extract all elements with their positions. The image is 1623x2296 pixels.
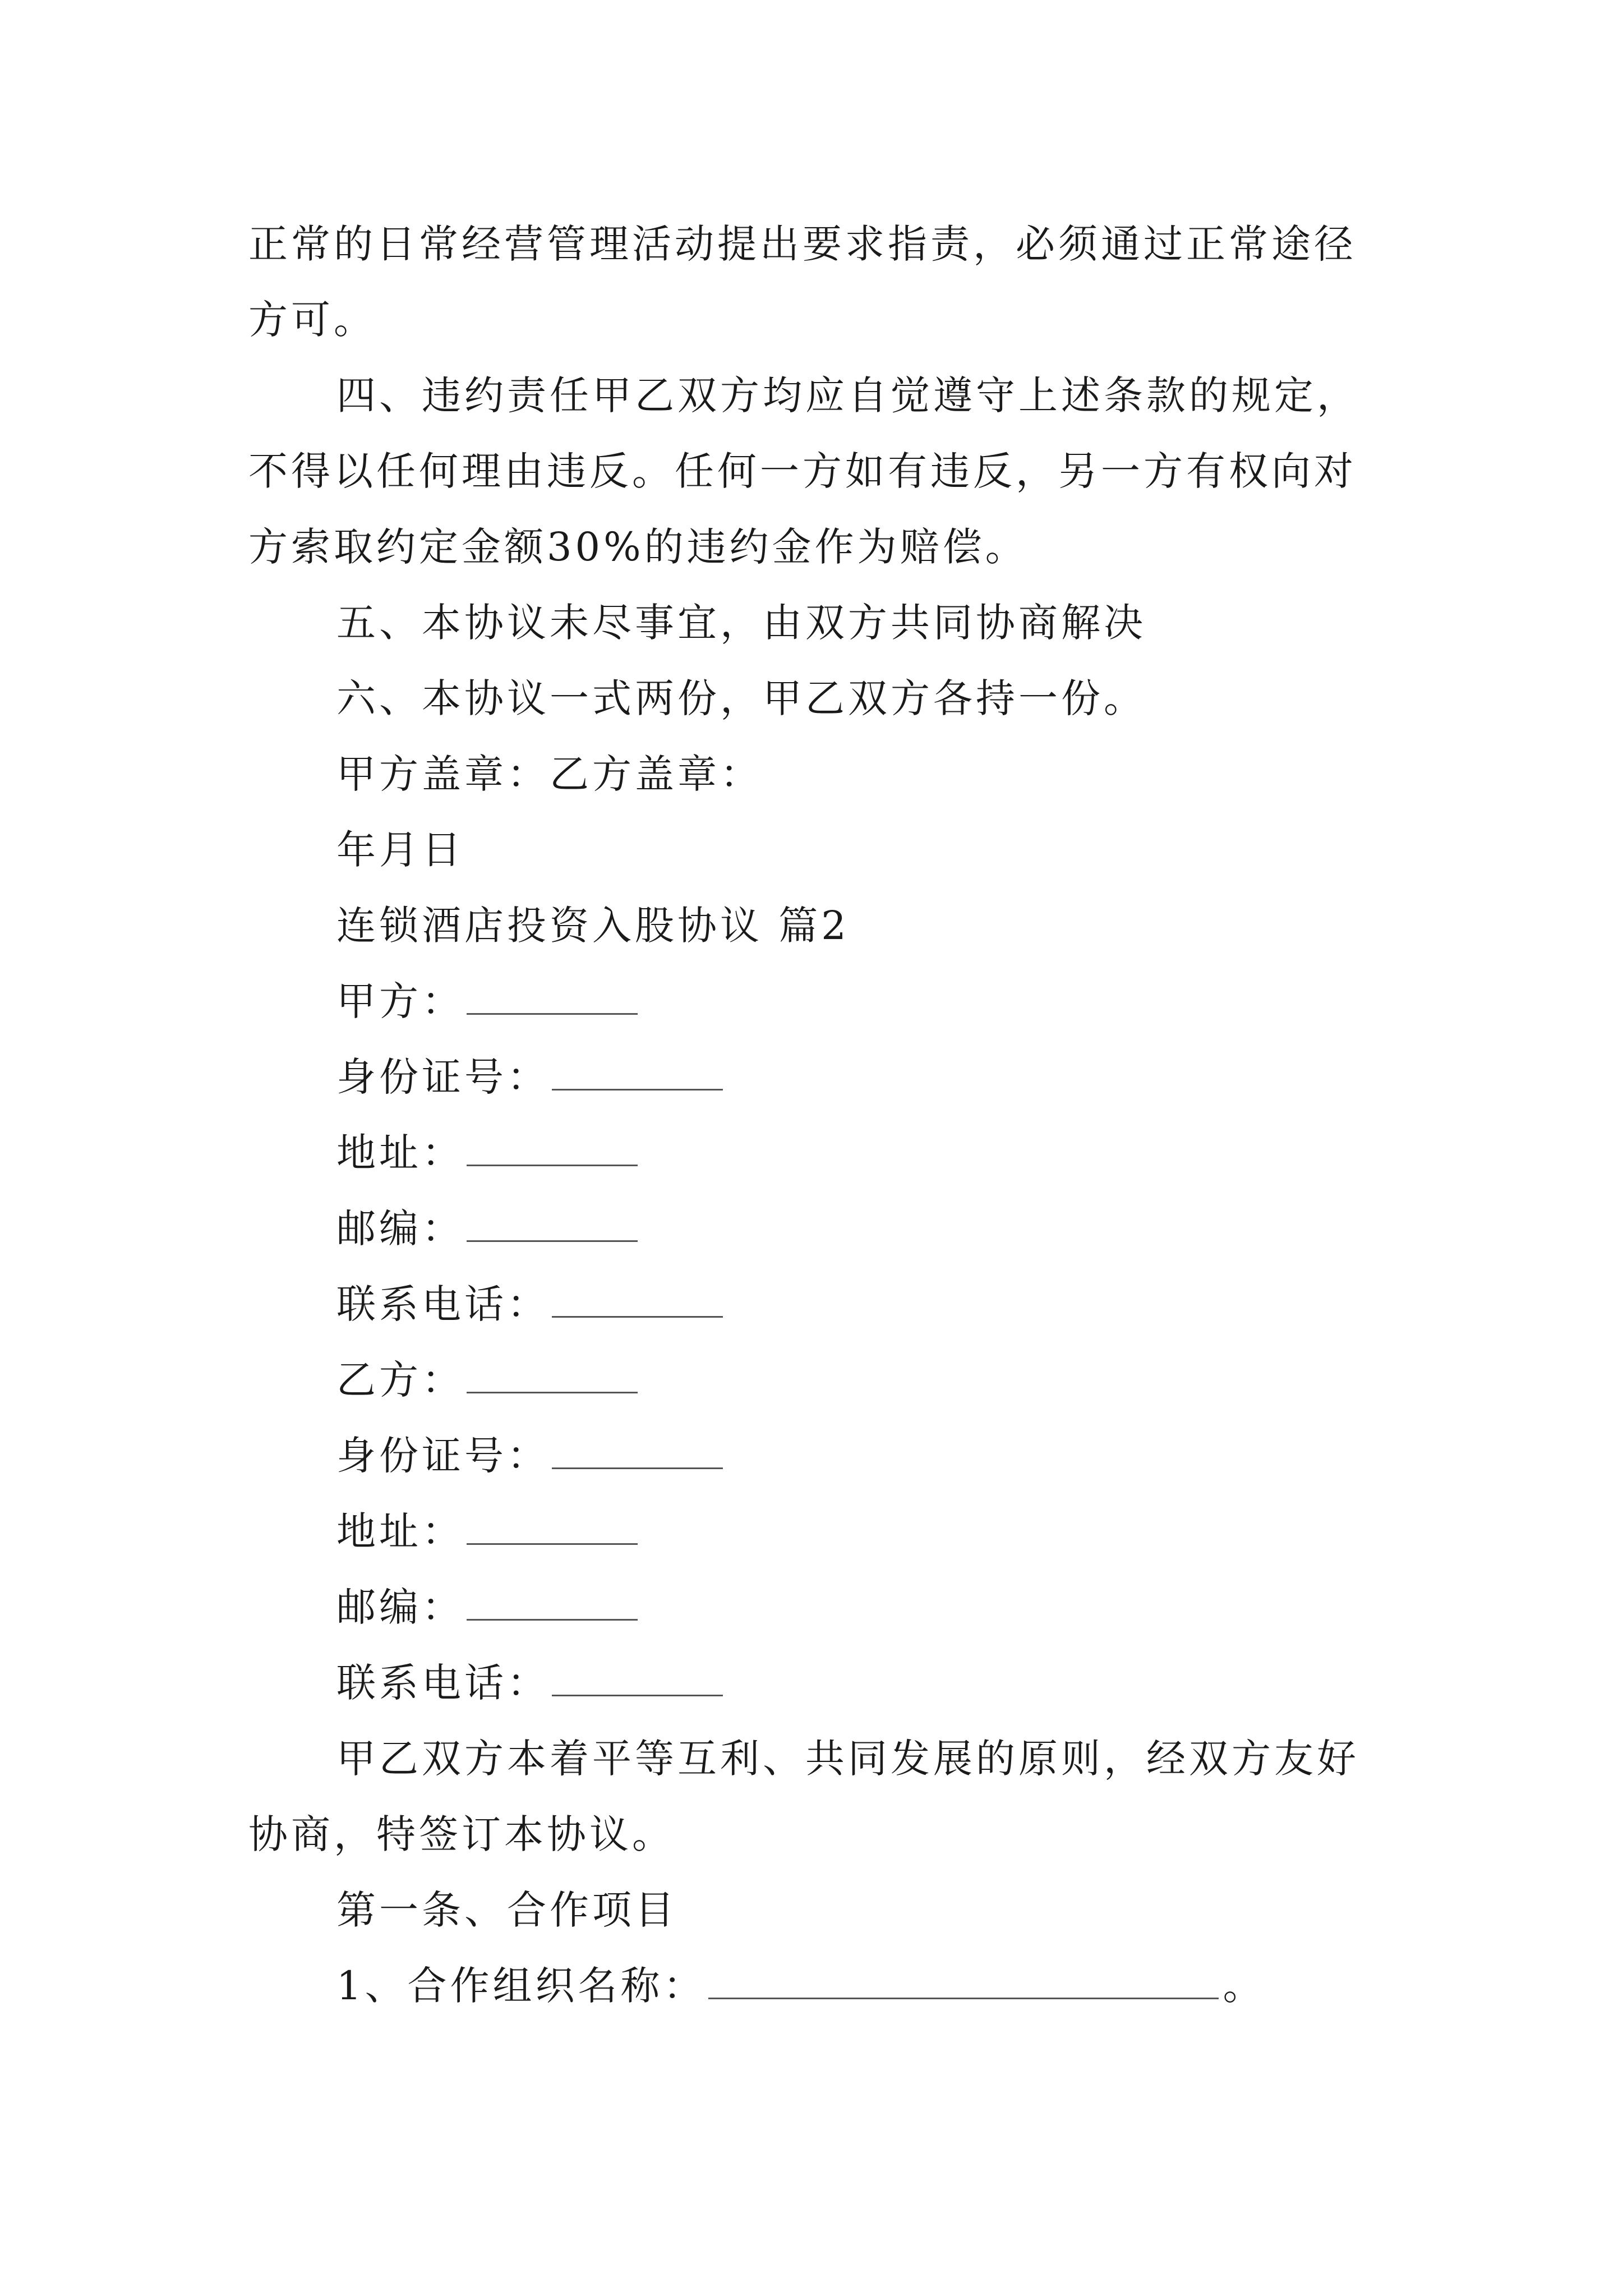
fill-blank	[467, 1131, 638, 1166]
field-label: 1、合作组织名称：	[336, 1963, 706, 2009]
organization-name-field	[336, 1958, 1481, 2014]
paragraph-text: 甲乙双方本着平等互利、共同发展的原则，经双方友好	[336, 1736, 1359, 1782]
field-label: 联系电话：	[336, 1281, 550, 1327]
paragraph-text: 六、本协议一式两份，甲乙双方各持一份。	[336, 675, 1146, 721]
fill-blank	[467, 1510, 638, 1545]
field-label: 邮编：	[336, 1205, 464, 1251]
field-label: 甲方：	[336, 978, 464, 1024]
field-label: 地址：	[336, 1508, 464, 1554]
party-b-phone-field	[336, 1655, 1481, 1711]
paragraph-text: 正常的日常经营管理活动提出要求指责，必须通过正常途径	[248, 221, 1357, 267]
fill-blank	[552, 1282, 723, 1318]
paragraph-text: 协商，特签订本协议。	[248, 1811, 675, 1857]
seal-line: 甲方盖章：乙方盖章：	[336, 751, 763, 797]
party-b-address-field	[336, 1503, 1481, 1559]
fill-blank	[552, 1055, 723, 1091]
fill-blank	[552, 1434, 723, 1469]
fill-blank	[552, 1661, 723, 1696]
paragraph-text: 五、本协议未尽事宜，由双方共同协商解决	[336, 600, 1146, 646]
party-a-phone-field	[336, 1276, 1481, 1332]
party-b-id-field	[336, 1428, 1481, 1484]
period-mark: 。	[1223, 1963, 1266, 2009]
fill-blank	[467, 1358, 638, 1393]
field-label: 邮编：	[336, 1584, 464, 1630]
field-label: 身份证号：	[336, 1054, 550, 1100]
party-a-postcode-field	[336, 1200, 1481, 1257]
paragraph-text: 方索取约定金额30%的违约金作为赔偿。	[248, 524, 1028, 570]
paragraph-text: 不得以任何理由违反。任何一方如有违反，另一方有权向对	[248, 448, 1357, 494]
fill-blank	[708, 1964, 1219, 1999]
paragraph-text: 方可。	[248, 297, 376, 343]
field-label: 地址：	[336, 1130, 464, 1176]
party-a-id-field	[336, 1049, 1481, 1105]
party-b-name-field	[336, 1352, 1481, 1408]
party-a-address-field	[336, 1125, 1481, 1181]
field-label: 乙方：	[336, 1357, 464, 1403]
fill-blank	[467, 979, 638, 1015]
article-title: 第一条、合作项目	[336, 1887, 677, 1933]
field-label: 联系电话：	[336, 1660, 550, 1706]
field-label: 身份证号：	[336, 1433, 550, 1479]
date-line: 年月日	[336, 827, 464, 873]
section-title: 连锁酒店投资入股协议 篇2	[336, 903, 850, 949]
fill-blank	[467, 1585, 638, 1621]
fill-blank	[467, 1207, 638, 1242]
paragraph-text: 四、违约责任甲乙双方均应自觉遵守上述条款的规定，	[336, 372, 1359, 418]
party-b-postcode-field	[336, 1579, 1481, 1635]
party-a-name-field	[336, 973, 1481, 1029]
